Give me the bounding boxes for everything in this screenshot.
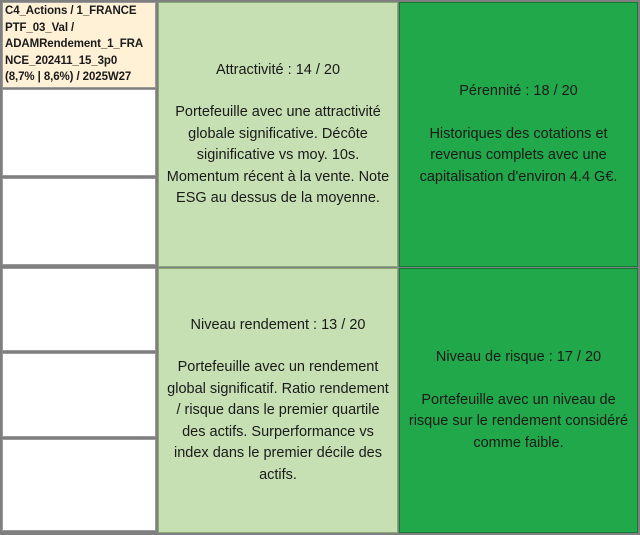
risque-description: Portefeuille avec un niveau de risque sur le rendement considéré comme faible. [408,391,629,451]
identifier-line: (8,7% | 8,6%) / 2025W27 [5,71,132,83]
identifier-line: ADAMRendement_1_FRA [5,38,144,50]
rendement-score: Niveau rendement : 13 / 20 [190,316,366,333]
perennite-score: Pérennité : 18 / 20 [459,83,578,99]
attractivite-description: Portefeuille avec une attractivité globale significative. Décôte siginificative vs moy. 10s. Momentum récent à la vente. Note ESG au dessus de la moyenne. [166,104,390,206]
empty-cell[interactable] [2,439,156,531]
attractivite-score: Attractivité : 14 / 20 [215,61,341,78]
empty-cell[interactable] [2,89,156,176]
risque-score: Niveau de risque : 17 / 20 [435,349,602,365]
empty-cell[interactable] [2,353,156,437]
empty-cell[interactable] [2,268,156,351]
rendement-description: Portefeuille avec un rendement global significatif. Ratio rendement / risque dans le premier quartile des actifs. Surperformance vs index dans le premier décile des actifs. [167,359,389,483]
rendement-panel[interactable] [158,268,398,533]
portfolio-identifier-cell[interactable] [2,2,156,88]
perennite-description: Historiques des cotations et revenus complets avec une capitalisation d'environ 4.4 G€. [419,125,618,185]
attractivite-panel[interactable] [158,2,398,267]
identifier-line: C4_Actions / 1_FRANCE [5,5,137,17]
perennite-panel[interactable] [399,2,638,267]
identifier-line: NCE_202411_15_3p0 [5,54,118,67]
empty-cell[interactable] [2,178,156,265]
risque-panel[interactable] [399,268,638,533]
identifier-line: PTF_03_Val / [5,21,75,34]
